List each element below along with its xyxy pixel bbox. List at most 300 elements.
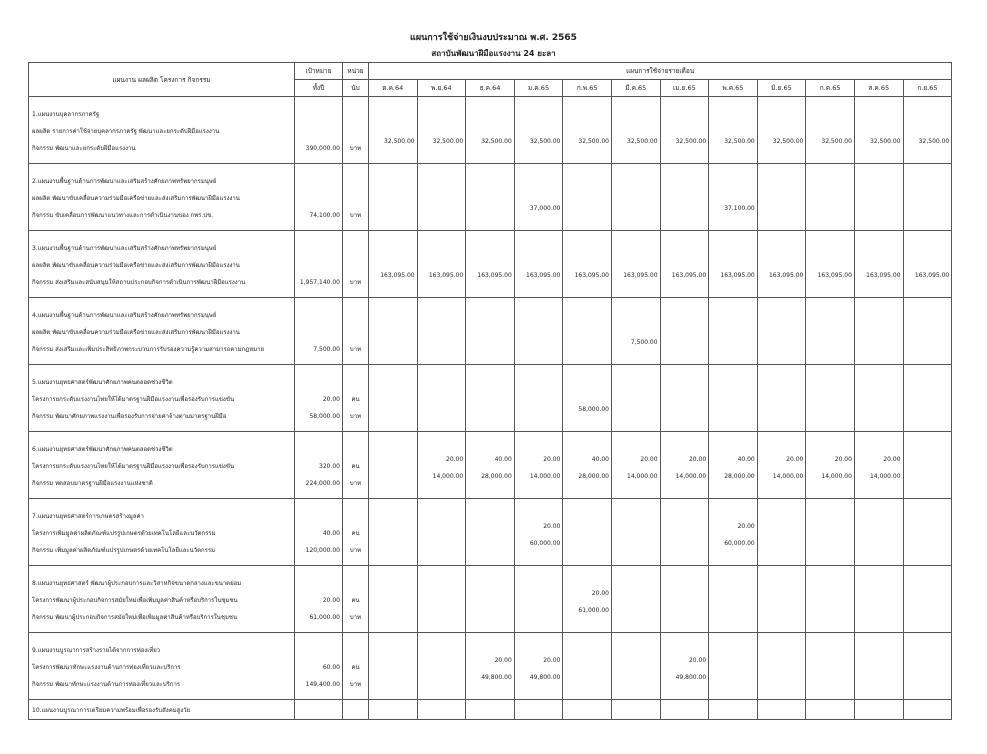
- month-value: [661, 334, 707, 351]
- table-row: [29, 633, 952, 700]
- month-value: [515, 183, 561, 200]
- row-line-text: 9.แผนงานบูรณาการสร้างรายได้จากการท่องเที่ยว: [32, 646, 161, 654]
- cell-10: [854, 164, 903, 231]
- month-value: [612, 367, 658, 384]
- month-value: 28,000.00: [724, 473, 755, 480]
- month-value: [661, 233, 707, 250]
- cell-6: [660, 231, 709, 298]
- unit-value: คน: [351, 395, 360, 403]
- cell-0: [369, 499, 418, 566]
- cell-2: [466, 298, 515, 365]
- cell-4: [563, 566, 612, 633]
- cell-target: [295, 700, 343, 720]
- month-value: [904, 635, 950, 652]
- month-value: [418, 183, 464, 200]
- row-line-text: กิจกรรม ขับเคลื่อนการพัฒนาแนวทางและการดำเนินงานของ กพร.ปช.: [32, 211, 214, 219]
- header-month: ต.ค.64: [369, 80, 418, 97]
- table-row: [29, 499, 952, 566]
- target-value: [295, 508, 340, 525]
- unit-value: [343, 106, 368, 123]
- month-value: [758, 568, 804, 585]
- month-value: [806, 300, 852, 317]
- month-value: [418, 200, 464, 217]
- month-value: [612, 568, 658, 585]
- cell-8: [757, 365, 806, 432]
- month-value: 32,500.00: [724, 138, 755, 145]
- cell-7: [709, 365, 758, 432]
- cell-1: [417, 633, 466, 700]
- row-line-text: ผลผลิต พัฒนาขับเคลื่อนความร่วมมือเครือข่ายและส่งเสริมการพัฒนาฝีมือแรงงาน: [32, 194, 240, 202]
- month-value: [515, 384, 561, 401]
- cell-0: [369, 97, 418, 164]
- unit-value: บาท: [349, 345, 362, 353]
- month-value: [904, 317, 950, 334]
- cell-target: [295, 432, 343, 499]
- cell-3: [514, 97, 563, 164]
- month-value: [563, 233, 609, 250]
- month-value: [661, 501, 707, 518]
- month-value: 14,000.00: [821, 473, 852, 480]
- month-value: [369, 183, 415, 200]
- month-value: [612, 384, 658, 401]
- month-value: 20.00: [688, 657, 707, 664]
- cell-5: [611, 365, 660, 432]
- month-value: 163,095.00: [477, 272, 512, 279]
- month-value: 61,000.00: [578, 607, 609, 614]
- month-value: [418, 501, 464, 518]
- row-line-text: กิจกรรม ทดสอบมาตรฐานฝีมือแรงงานแห่งชาติ: [32, 479, 153, 487]
- month-value: [806, 602, 852, 619]
- month-value: [515, 367, 561, 384]
- month-value: 49,800.00: [675, 674, 707, 681]
- month-value: [563, 635, 609, 652]
- cell-desc: [29, 633, 295, 700]
- table-body: [29, 97, 952, 720]
- month-value: [612, 635, 658, 652]
- month-value: [369, 384, 415, 401]
- cell-11: [903, 231, 952, 298]
- header-target-year: ทั้งปี: [295, 80, 343, 97]
- cell-4: [563, 700, 612, 720]
- month-value: [612, 200, 658, 217]
- cell-5: [611, 499, 660, 566]
- cell-6: [660, 432, 709, 499]
- target-value: 60.00: [322, 663, 340, 671]
- month-value: [709, 702, 755, 719]
- month-value: [515, 602, 561, 619]
- month-value: [806, 669, 852, 686]
- row-line-text: โครงการยกระดับแรงงานไทยให้ได้มาตรฐานฝีมือแรงงานเพื่อรองรับการแข่งขัน: [32, 395, 235, 403]
- month-value: [515, 99, 561, 116]
- unit-value: บาท: [349, 613, 362, 621]
- row-line-text: 4.แผนงานพื้นฐานด้านการพัฒนาและเสริมสร้างศักยภาพทรัพยากรมนุษย์: [32, 311, 217, 319]
- month-value: [612, 702, 658, 719]
- month-value: [661, 317, 707, 334]
- cell-9: [806, 365, 855, 432]
- cell-10: [854, 566, 903, 633]
- cell-unit: [343, 566, 369, 633]
- month-value: [515, 434, 561, 451]
- row-line-text: โครงการเพิ่มมูลค่าผลิตภัณฑ์แปรรูปเกษตรด้วยเทคโนโลยีและนวัตกรรม: [32, 529, 216, 537]
- month-value: [855, 367, 901, 384]
- month-value: [466, 300, 512, 317]
- month-value: [369, 652, 415, 669]
- month-value: 14,000.00: [869, 473, 901, 480]
- month-value: [369, 635, 415, 652]
- month-value: [466, 233, 512, 250]
- target-value: 224,000.00: [305, 479, 340, 487]
- month-value: [806, 585, 852, 602]
- month-value: [563, 300, 609, 317]
- month-value: [758, 183, 804, 200]
- month-value: 20.00: [543, 456, 561, 463]
- month-value: [466, 384, 512, 401]
- month-value: [369, 367, 415, 384]
- cell-unit: [343, 97, 369, 164]
- month-value: [806, 652, 852, 669]
- cell-11: [903, 700, 952, 720]
- month-value: [418, 317, 464, 334]
- row-line-text: กิจกรรม พัฒนาผู้ประกอบกิจการสมัยใหม่เพื่อเพิ่มมูลค่าสินค้าหรือบริการในชุมชน: [32, 613, 238, 621]
- month-value: [709, 585, 755, 602]
- cell-11: [903, 633, 952, 700]
- cell-10: [854, 633, 903, 700]
- month-value: [661, 183, 707, 200]
- month-value: 20.00: [834, 456, 852, 463]
- month-value: [904, 451, 950, 468]
- month-value: [563, 434, 609, 451]
- cell-8: [757, 499, 806, 566]
- budget-table: [28, 62, 952, 720]
- month-value: [758, 250, 804, 267]
- month-value: [418, 250, 464, 267]
- month-value: 163,095.00: [914, 272, 950, 279]
- month-value: [466, 317, 512, 334]
- month-value: [758, 116, 804, 133]
- unit-value: [343, 324, 368, 341]
- cell-6: [660, 164, 709, 231]
- month-value: [904, 200, 950, 217]
- month-value: [612, 585, 658, 602]
- month-value: [904, 116, 950, 133]
- cell-7: [709, 97, 758, 164]
- cell-0: [369, 365, 418, 432]
- cell-6: [660, 365, 709, 432]
- cell-5: [611, 566, 660, 633]
- month-value: [806, 250, 852, 267]
- month-value: [661, 518, 707, 535]
- month-value: [612, 317, 658, 334]
- month-value: 20.00: [543, 657, 561, 664]
- cell-7: [709, 164, 758, 231]
- header-plan: แผนงาน ผลผลิต โครงการ กิจกรรม: [29, 63, 295, 97]
- cell-target: [295, 97, 343, 164]
- cell-target: [295, 566, 343, 633]
- month-value: [515, 702, 561, 719]
- cell-0: [369, 566, 418, 633]
- month-value: [661, 602, 707, 619]
- month-value: [515, 585, 561, 602]
- row-line-text: 5.แผนงานยุทธศาสตร์พัฒนาศักยภาพคนตลอดช่วงชีวิต: [32, 378, 173, 386]
- month-value: [466, 635, 512, 652]
- cell-desc: [29, 432, 295, 499]
- cell-3: [514, 700, 563, 720]
- cell-8: [757, 633, 806, 700]
- month-value: 32,500.00: [869, 138, 901, 145]
- unit-value: บาท: [349, 211, 362, 219]
- cell-3: [514, 231, 563, 298]
- target-value: 1,957,140.00: [299, 278, 340, 286]
- row-line-text: โครงการพัฒนาผู้ประกอบกิจการสมัยใหม่เพื่อเพิ่มมูลค่าสินค้าหรือบริการในชุมชน: [32, 596, 238, 604]
- cell-9: [806, 700, 855, 720]
- table-row: [29, 700, 952, 720]
- cell-9: [806, 432, 855, 499]
- month-value: 20.00: [786, 456, 804, 463]
- month-value: [904, 501, 950, 518]
- month-value: [612, 300, 658, 317]
- month-value: [661, 401, 707, 418]
- month-value: 163,095.00: [720, 272, 755, 279]
- row-line-text: กิจกรรม ส่งเสริมและเพิ่มประสิทธิภาพกระบวนการรับรองความรู้ความสามารถตามกฎหมาย: [32, 345, 265, 353]
- cell-4: [563, 499, 612, 566]
- unit-value: [343, 374, 368, 391]
- month-value: 32,500.00: [529, 138, 561, 145]
- cell-7: [709, 633, 758, 700]
- unit-value: [343, 575, 368, 592]
- month-value: [806, 200, 852, 217]
- month-value: [758, 367, 804, 384]
- month-value: [661, 535, 707, 552]
- row-line-text: 2.แผนงานพื้นฐานด้านการพัฒนาและเสริมสร้างศักยภาพทรัพยากรมนุษย์: [32, 177, 217, 185]
- month-value: [904, 669, 950, 686]
- cell-unit: [343, 499, 369, 566]
- cell-4: [563, 231, 612, 298]
- unit-value: บาท: [349, 412, 362, 420]
- cell-11: [903, 499, 952, 566]
- month-value: [515, 166, 561, 183]
- header-row-top: [29, 63, 952, 80]
- month-value: [855, 317, 901, 334]
- month-value: [709, 434, 755, 451]
- month-value: [661, 166, 707, 183]
- month-value: [709, 367, 755, 384]
- row-line-text: 10.แผนงานบูรณาการเตรียมความพร้อมเพื่อรองรับสังคมสูงวัย: [32, 707, 191, 714]
- month-value: 163,095.00: [574, 272, 609, 279]
- month-value: [758, 233, 804, 250]
- cell-desc: [29, 365, 295, 432]
- month-value: [612, 434, 658, 451]
- header-month: เม.ย.65: [660, 80, 709, 97]
- cell-7: [709, 700, 758, 720]
- month-value: [369, 401, 415, 418]
- cell-8: [757, 231, 806, 298]
- month-value: [418, 300, 464, 317]
- row-line-text: กิจกรรม ส่งเสริมและสนับสนุนให้สถานประกอบกิจการดำเนินการพัฒนาฝีมือแรงงาน: [32, 278, 246, 286]
- cell-0: [369, 432, 418, 499]
- cell-8: [757, 432, 806, 499]
- month-value: [904, 535, 950, 552]
- month-value: [515, 233, 561, 250]
- unit-value: [343, 173, 368, 190]
- month-value: 14,000.00: [627, 473, 658, 480]
- target-value: [295, 257, 340, 274]
- target-value: 61,000.00: [309, 613, 340, 621]
- month-value: [369, 250, 415, 267]
- month-value: [904, 367, 950, 384]
- month-value: [661, 250, 707, 267]
- cell-11: [903, 97, 952, 164]
- month-value: [515, 568, 561, 585]
- unit-value: [343, 240, 368, 257]
- month-value: [709, 317, 755, 334]
- month-value: 32,500.00: [772, 138, 804, 145]
- table-row: [29, 432, 952, 499]
- cell-6: [660, 499, 709, 566]
- month-value: 20.00: [543, 523, 561, 530]
- month-value: [563, 669, 609, 686]
- month-value: 49,800.00: [481, 674, 512, 681]
- cell-unit: [343, 164, 369, 231]
- target-value: [295, 173, 340, 190]
- cell-1: [417, 566, 466, 633]
- month-value: [418, 702, 464, 719]
- cell-2: [466, 164, 515, 231]
- month-value: [466, 250, 512, 267]
- month-value: 14,000.00: [432, 473, 464, 480]
- month-value: 32,500.00: [675, 138, 707, 145]
- unit-value: บาท: [349, 680, 362, 688]
- month-value: 20.00: [688, 456, 707, 463]
- cell-5: [611, 97, 660, 164]
- month-value: [418, 434, 464, 451]
- cell-unit: [343, 231, 369, 298]
- month-value: [563, 99, 609, 116]
- document-subtitle: สถาบันพัฒนาฝีมือแรงงาน 24 ยะลา: [431, 49, 556, 58]
- header-month: พ.ย.64: [417, 80, 466, 97]
- cell-3: [514, 164, 563, 231]
- month-value: 20.00: [591, 590, 609, 597]
- month-value: [612, 535, 658, 552]
- month-value: [418, 334, 464, 351]
- month-value: 14,000.00: [529, 473, 561, 480]
- month-value: [369, 334, 415, 351]
- month-value: 37,100.00: [724, 205, 755, 212]
- cell-10: [854, 365, 903, 432]
- cell-desc: [29, 164, 295, 231]
- cell-unit: [343, 432, 369, 499]
- month-value: [855, 602, 901, 619]
- cell-5: [611, 164, 660, 231]
- unit-value: คน: [351, 596, 360, 604]
- month-value: [855, 434, 901, 451]
- month-value: [661, 585, 707, 602]
- month-value: 49,800.00: [529, 674, 561, 681]
- month-value: [466, 702, 512, 719]
- cell-5: [611, 633, 660, 700]
- cell-7: [709, 499, 758, 566]
- month-value: 32,500.00: [384, 138, 415, 145]
- month-value: 14,000.00: [772, 473, 804, 480]
- month-value: [904, 652, 950, 669]
- target-value: [295, 441, 340, 458]
- cell-1: [417, 298, 466, 365]
- month-value: 40.00: [737, 456, 755, 463]
- target-value: 58,000.00: [309, 412, 340, 420]
- unit-value: [343, 441, 368, 458]
- target-value: [295, 374, 340, 391]
- month-value: 32,500.00: [481, 138, 512, 145]
- unit-value: บาท: [349, 479, 362, 487]
- month-value: [806, 233, 852, 250]
- month-value: 20.00: [446, 456, 464, 463]
- cell-4: [563, 633, 612, 700]
- month-value: [806, 99, 852, 116]
- month-value: [855, 166, 901, 183]
- cell-1: [417, 231, 466, 298]
- month-value: [563, 568, 609, 585]
- month-value: 163,095.00: [526, 272, 561, 279]
- month-value: [661, 116, 707, 133]
- month-value: [855, 183, 901, 200]
- month-value: [515, 317, 561, 334]
- month-value: [758, 99, 804, 116]
- month-value: [855, 250, 901, 267]
- month-value: [563, 367, 609, 384]
- cell-2: [466, 633, 515, 700]
- header-unit-count: นับ: [343, 80, 369, 97]
- month-value: [515, 401, 561, 418]
- unit-value: [343, 508, 368, 525]
- month-value: 32,500.00: [918, 138, 950, 145]
- month-value: [418, 401, 464, 418]
- unit-value: บาท: [349, 278, 362, 286]
- cell-4: [563, 298, 612, 365]
- month-value: [758, 535, 804, 552]
- month-value: [466, 535, 512, 552]
- month-value: [466, 183, 512, 200]
- month-value: [418, 568, 464, 585]
- month-value: [418, 367, 464, 384]
- month-value: [904, 702, 950, 719]
- month-value: [612, 183, 658, 200]
- month-value: [661, 300, 707, 317]
- cell-10: [854, 499, 903, 566]
- month-value: [369, 233, 415, 250]
- month-value: [466, 434, 512, 451]
- month-value: [806, 518, 852, 535]
- month-value: [466, 401, 512, 418]
- month-value: 40.00: [591, 456, 609, 463]
- month-value: [369, 669, 415, 686]
- month-value: 58,000.00: [578, 406, 609, 413]
- month-value: [563, 334, 609, 351]
- month-value: [709, 568, 755, 585]
- cell-desc: [29, 298, 295, 365]
- month-value: [466, 568, 512, 585]
- month-value: [709, 669, 755, 686]
- cell-9: [806, 231, 855, 298]
- month-value: 163,095.00: [428, 272, 464, 279]
- cell-1: [417, 499, 466, 566]
- month-value: [563, 384, 609, 401]
- month-value: [855, 518, 901, 535]
- month-value: 32,500.00: [821, 138, 852, 145]
- table-row: [29, 164, 952, 231]
- header-month: มี.ค.65: [611, 80, 660, 97]
- month-value: [709, 384, 755, 401]
- cell-2: [466, 97, 515, 164]
- cell-unit: [343, 633, 369, 700]
